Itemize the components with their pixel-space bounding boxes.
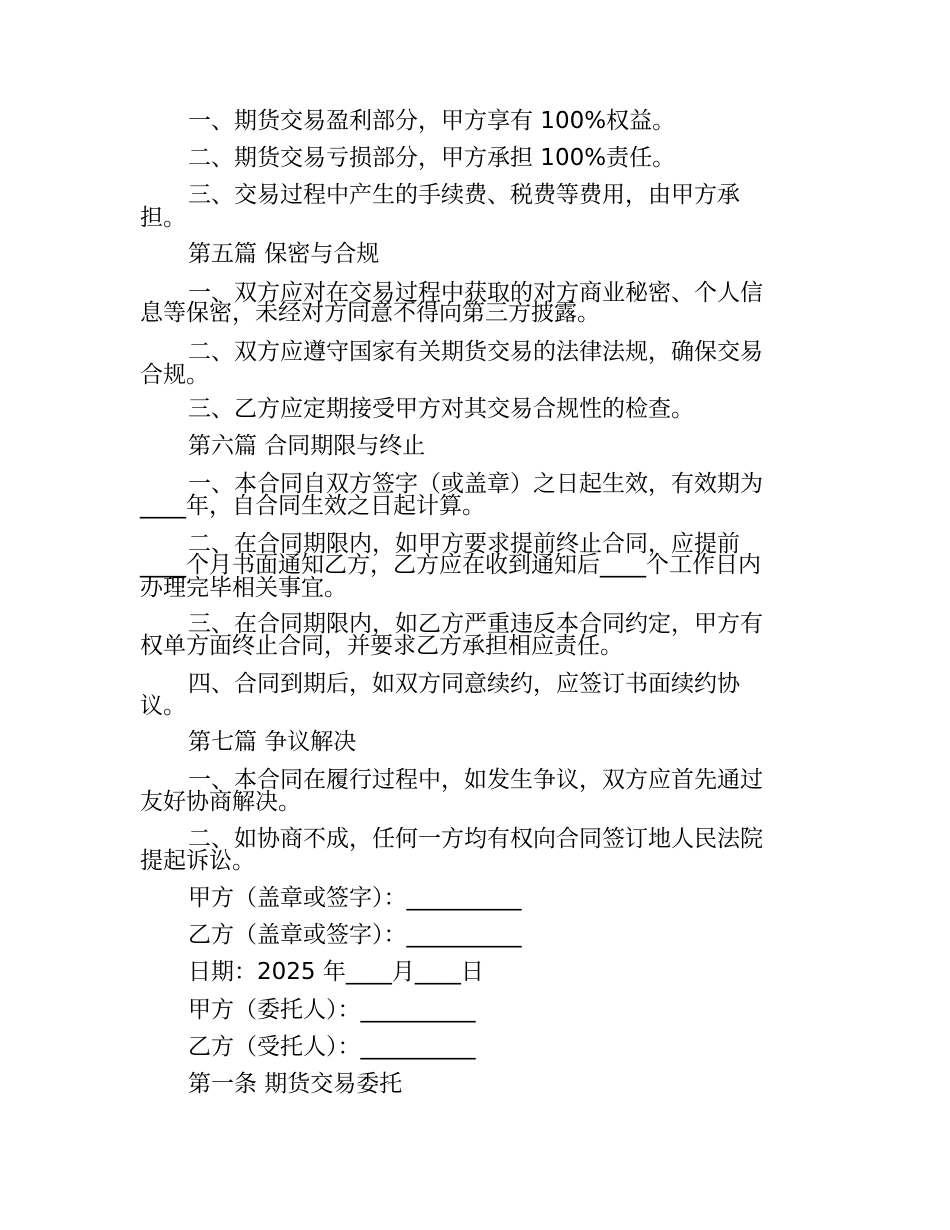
confidentiality-clause-1-continued: 息等保密，未经对方同意不得向第三方披露。 [140,300,600,326]
compliance-clause-3: 三、乙方应定期接受甲方对其交易合规性的检查。 [188,396,694,422]
compliance-clause-2: 二、双方应遵守国家有关期货交易的法律法规，确保交易 [188,339,763,365]
term-clause-2-end: 办理完毕相关事宜。 [140,575,347,601]
section-7-heading: 第七篇 争议解决 [188,729,357,755]
section-6-heading: 第六篇 合同期限与终止 [188,433,426,459]
dispute-clause-2-continued: 提起诉讼。 [140,848,255,874]
term-clause-4-continued: 议。 [140,693,186,719]
fee-clause: 三、交易过程中产生的手续费、税费等费用，由甲方承 [188,182,740,208]
party-b-signature-line: 乙方（盖章或签字）：__________ [188,922,522,948]
dispute-clause-1-continued: 友好协商解决。 [140,789,301,815]
term-clause-3-continued: 权单方面终止合同，并要求乙方承担相应责任。 [140,633,623,659]
term-clause-3: 三、在合同期限内，如乙方严重违反本合同约定，甲方有 [188,611,763,637]
term-clause-2-continued: ____个月书面通知乙方，乙方应在收到通知后____个工作日内 [140,552,761,578]
loss-clause: 二、期货交易亏损部分，甲方承担 100%责任。 [188,145,676,171]
fee-clause-continued: 担。 [140,205,186,231]
agent-line: 乙方（受托人）：__________ [188,1034,476,1060]
party-a-signature-line: 甲方（盖章或签字）：__________ [188,885,522,911]
date-line: 日期：2025 年____月____日 [188,959,484,985]
term-clause-2: 二、在合同期限内，如甲方要求提前终止合同，应提前 [188,531,740,557]
term-clause-4: 四、合同到期后，如双方同意续约，应签订书面续约协 [188,671,740,697]
term-clause-1: 一、本合同自双方签字（或盖章）之日起生效，有效期为 [188,471,763,497]
principal-line: 甲方（委托人）：__________ [188,997,476,1023]
term-clause-1-continued: ____年，自合同生效之日起计算。 [140,493,485,519]
dispute-clause-2: 二、如协商不成，任何一方均有权向合同签订地人民法院 [188,826,763,852]
section-5-heading: 第五篇 保密与合规 [188,241,380,267]
dispute-clause-1: 一、本合同在履行过程中，如发生争议，双方应首先通过 [188,767,763,793]
compliance-clause-2-continued: 合规。 [140,362,209,388]
confidentiality-clause-1: 一、双方应对在交易过程中获取的对方商业秘密、个人信 [188,280,763,306]
profit-clause: 一、期货交易盈利部分，甲方享有 100%权益。 [188,108,676,134]
article-1-heading: 第一条 期货交易委托 [188,1071,403,1097]
